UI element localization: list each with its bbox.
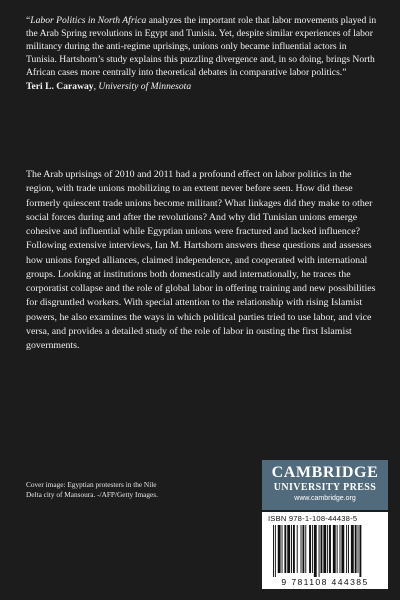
endorsement-quote bbox=[26, 14, 378, 94]
publisher-name: CAMBRIDGE bbox=[271, 464, 379, 481]
cover-image-credit bbox=[26, 480, 226, 500]
quote-body: analyzes the important role that labor movements played in the Arab Spring revolutions in Egypt and Tunisia. Yet, despite similar experiences of labor militancy during the anti-regime uprisings, unions only became influential actors in Tunisia. Hartshorn’s study explains this puzzling divergence and, in so doing, brings North African cases more centrally into theoretical debates in comparative labor politics.” bbox=[26, 15, 377, 79]
description-text: The Arab uprisings of 2010 and 2011 had a profound effect on labor politics in the region, with trade unions mobilizing to an extent never before seen. How did these formerly quiescent trade unions become militant? What linkages did they make to other social forces during and after the revolutions? And why did Tunisian unions emerge cohesive and influential while Egyptian unions were fractured and lacked influence? Following extensive interviews, Ian M. Hartshorn answers these questions and assesses how unions forged alliances, claimed independence, and cooperated with international groups. Looking at institutions both domestically and internationally, he traces the corporatist collapse and the role of global labor in offering training and new possibilities for disgruntled workers. With special attention to the relationship with rising Islamist powers, he also examines the ways in which political parties tried to use labor, and vice versa, and provides a detailed study of the role of labor in ousting the first Islamist governments. bbox=[26, 169, 376, 351]
isbn-label: ISBN 978-1-108-44438-5 bbox=[268, 514, 358, 523]
publisher-logo bbox=[262, 460, 388, 510]
quote-open-mark: “ bbox=[26, 15, 31, 26]
attribution-affiliation: University of Minnesota bbox=[98, 81, 192, 93]
publisher-url: www.cambridge.org bbox=[294, 495, 356, 502]
attribution-name: Teri L. Caraway bbox=[26, 81, 94, 93]
barcode-digits: 9 781108 444385 bbox=[281, 577, 369, 587]
isbn-barcode-box bbox=[262, 512, 388, 589]
barcode-icon bbox=[262, 525, 388, 577]
quote-book-title: Labor Politics in North Africa bbox=[30, 15, 147, 26]
credit-line-2: Delta city of Mansoura. -/AFP/Getty Images. bbox=[26, 490, 158, 499]
book-description bbox=[26, 168, 380, 353]
quote-attribution: Teri L. Caraway, University of Minnesota bbox=[26, 81, 192, 93]
credit-line-1: Cover image: Egyptian protesters in the Nile bbox=[26, 480, 157, 489]
publisher-subname: UNIVERSITY PRESS bbox=[273, 482, 377, 493]
quote-text bbox=[26, 14, 378, 79]
